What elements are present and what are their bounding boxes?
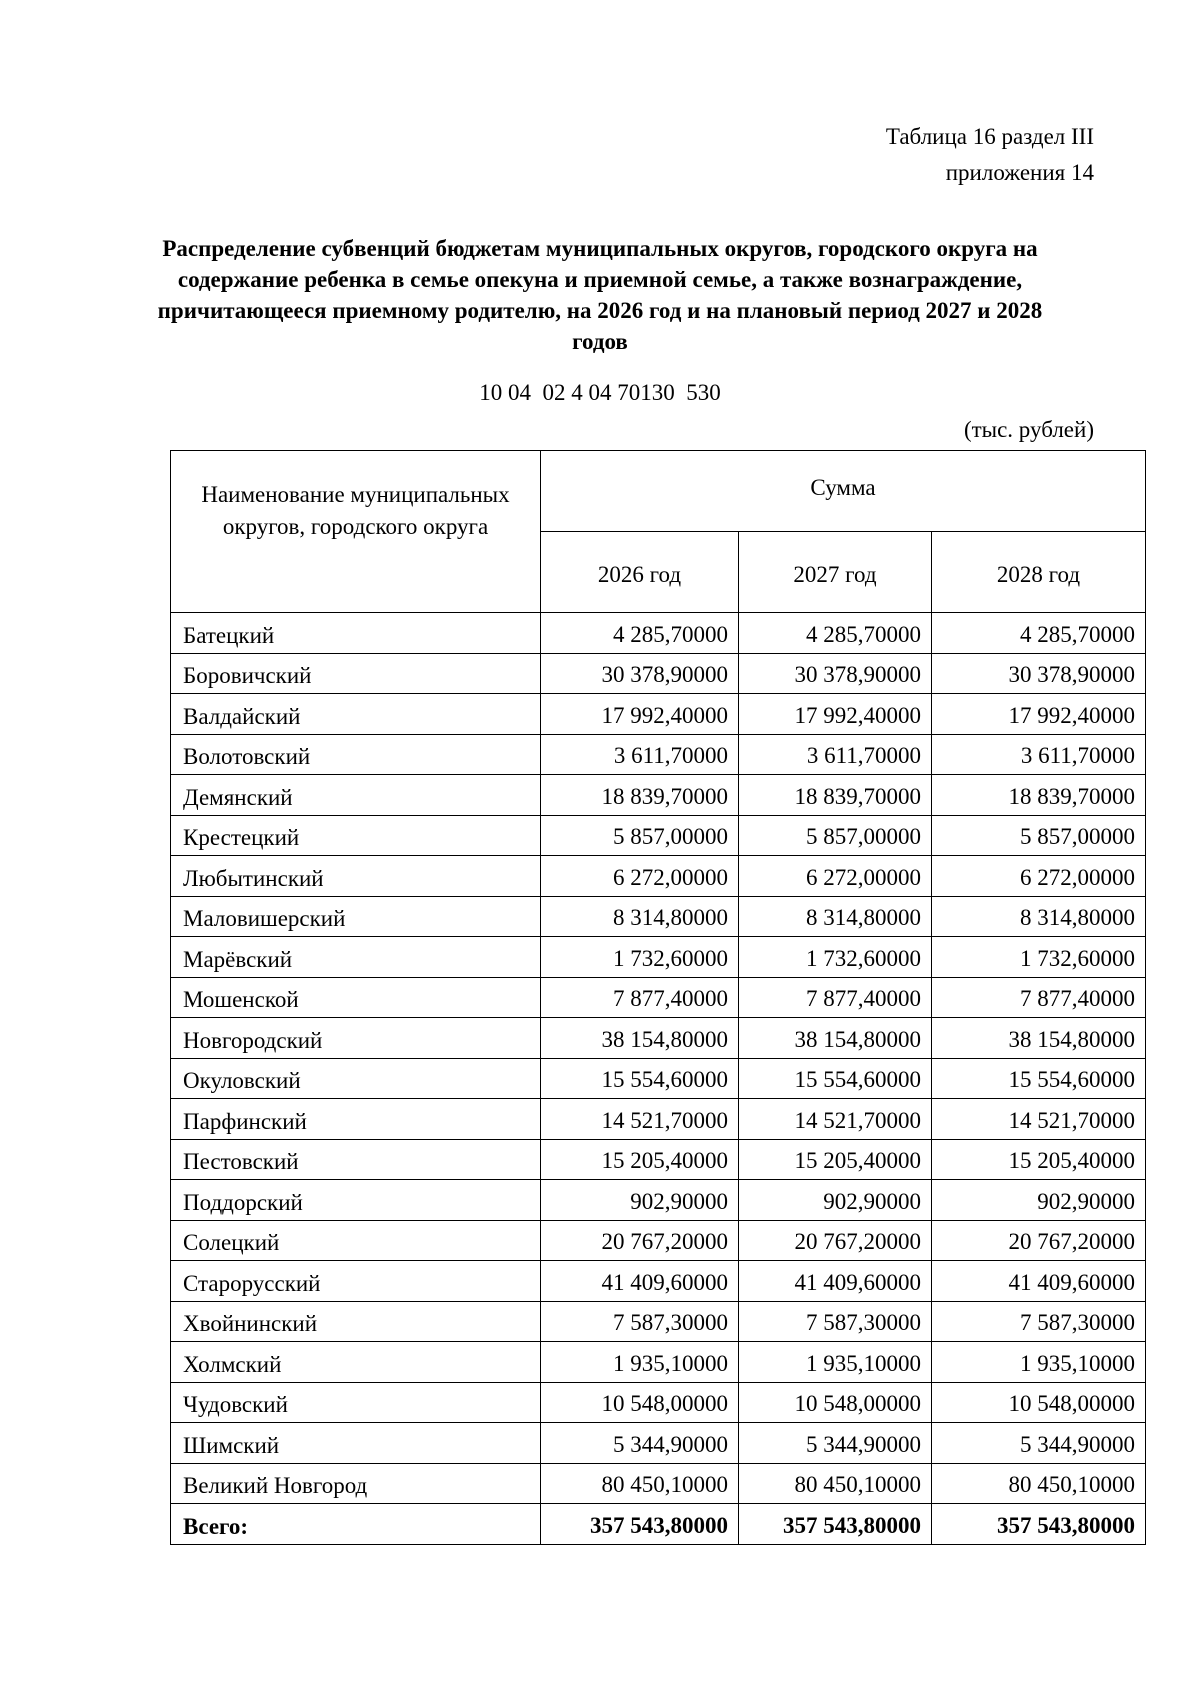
municipality-name: Холмский (171, 1342, 541, 1383)
column-header-name: Наименование муниципальных округов, городского округа (171, 451, 541, 613)
amount-2027: 15 205,40000 (739, 1139, 932, 1180)
amount-2028: 18 839,70000 (932, 775, 1146, 816)
column-header-2026: 2026 год (541, 532, 739, 613)
table-reference: Таблица 16 раздел III (885, 124, 1094, 149)
municipality-name: Чудовский (171, 1382, 541, 1423)
municipality-name: Валдайский (171, 694, 541, 735)
amount-2027: 7 877,40000 (739, 977, 932, 1018)
total-2028: 357 543,80000 (932, 1504, 1146, 1545)
amount-2026: 38 154,80000 (541, 1018, 739, 1059)
amount-2027: 3 611,70000 (739, 734, 932, 775)
amount-2026: 3 611,70000 (541, 734, 739, 775)
table-row (171, 1261, 1146, 1302)
amount-2026: 5 857,00000 (541, 815, 739, 856)
municipality-name: Пестовский (171, 1139, 541, 1180)
amount-2027: 7 587,30000 (739, 1301, 932, 1342)
amount-2026: 902,90000 (541, 1180, 739, 1221)
amount-2027: 4 285,70000 (739, 613, 932, 654)
table-row (171, 896, 1146, 937)
amount-2026: 1 935,10000 (541, 1342, 739, 1383)
amount-2026: 5 344,90000 (541, 1423, 739, 1464)
amount-2027: 38 154,80000 (739, 1018, 932, 1059)
amount-2028: 5 857,00000 (932, 815, 1146, 856)
amount-2026: 18 839,70000 (541, 775, 739, 816)
table-row (171, 815, 1146, 856)
amount-2028: 20 767,20000 (932, 1220, 1146, 1261)
table-row (171, 1099, 1146, 1140)
municipality-name: Демянский (171, 775, 541, 816)
table-row (171, 1463, 1146, 1504)
budget-classification-code: 10 04 02 4 04 70130 530 (479, 380, 721, 405)
table-row (171, 1301, 1146, 1342)
amount-2028: 7 587,30000 (932, 1301, 1146, 1342)
amount-2026: 14 521,70000 (541, 1099, 739, 1140)
municipality-name: Окуловский (171, 1058, 541, 1099)
amount-2028: 6 272,00000 (932, 856, 1146, 897)
municipality-name: Великий Новгород (171, 1463, 541, 1504)
table-body (171, 613, 1146, 1545)
municipality-name: Шимский (171, 1423, 541, 1464)
amount-2026: 8 314,80000 (541, 896, 739, 937)
municipality-name: Мошенской (171, 977, 541, 1018)
municipality-name: Поддорский (171, 1180, 541, 1221)
amount-2027: 10 548,00000 (739, 1382, 932, 1423)
municipality-name: Маловишерский (171, 896, 541, 937)
table-row (171, 694, 1146, 735)
table-row (171, 734, 1146, 775)
table-row (171, 775, 1146, 816)
municipality-name: Солецкий (171, 1220, 541, 1261)
amount-2026: 7 877,40000 (541, 977, 739, 1018)
amount-2028: 41 409,60000 (932, 1261, 1146, 1302)
amount-2027: 5 344,90000 (739, 1423, 932, 1464)
column-header-2027: 2027 год (739, 532, 932, 613)
municipality-name: Крестецкий (171, 815, 541, 856)
municipality-name: Любытинский (171, 856, 541, 897)
municipality-name: Новгородский (171, 1018, 541, 1059)
amount-2027: 1 935,10000 (739, 1342, 932, 1383)
municipality-name: Парфинский (171, 1099, 541, 1140)
table-row (171, 1382, 1146, 1423)
amount-2027: 6 272,00000 (739, 856, 932, 897)
amount-2028: 17 992,40000 (932, 694, 1146, 735)
municipality-name: Старорусский (171, 1261, 541, 1302)
amount-2028: 5 344,90000 (932, 1423, 1146, 1464)
municipality-name: Батецкий (171, 613, 541, 654)
amount-2028: 4 285,70000 (932, 613, 1146, 654)
amount-2028: 7 877,40000 (932, 977, 1146, 1018)
amount-2028: 15 205,40000 (932, 1139, 1146, 1180)
table-row (171, 977, 1146, 1018)
amount-2027: 8 314,80000 (739, 896, 932, 937)
table-row (171, 856, 1146, 897)
municipality-name: Боровичский (171, 653, 541, 694)
amount-2028: 8 314,80000 (932, 896, 1146, 937)
amount-2026: 6 272,00000 (541, 856, 739, 897)
table-row (171, 1342, 1146, 1383)
amount-2026: 15 205,40000 (541, 1139, 739, 1180)
document-title: Распределение субвенций бюджетам муниципальных округов, городского округа на содержание ребенка в семье опекуна и приемной семье, а также вознаграждение, причитающееся приемному родителю, на 2026 год и на плановый период 2027 и 2028 годов (157, 236, 1043, 354)
total-label: Всего: (171, 1504, 541, 1545)
amount-2027: 18 839,70000 (739, 775, 932, 816)
table-row (171, 1220, 1146, 1261)
amount-2028: 38 154,80000 (932, 1018, 1146, 1059)
column-header-2028: 2028 год (932, 532, 1146, 613)
table-row (171, 1180, 1146, 1221)
table-row (171, 653, 1146, 694)
subvention-table (170, 450, 1146, 1545)
amount-2027: 5 857,00000 (739, 815, 932, 856)
amount-2026: 20 767,20000 (541, 1220, 739, 1261)
table-row (171, 1423, 1146, 1464)
amount-2027: 41 409,60000 (739, 1261, 932, 1302)
table-row (171, 1139, 1146, 1180)
amount-2027: 15 554,60000 (739, 1058, 932, 1099)
total-2027: 357 543,80000 (739, 1504, 932, 1545)
table-row (171, 1058, 1146, 1099)
municipality-name: Волотовский (171, 734, 541, 775)
amount-2028: 902,90000 (932, 1180, 1146, 1221)
amount-2027: 1 732,60000 (739, 937, 932, 978)
amount-2028: 30 378,90000 (932, 653, 1146, 694)
column-header-sum: Сумма (541, 451, 1146, 532)
amount-2027: 20 767,20000 (739, 1220, 932, 1261)
amount-2028: 1 935,10000 (932, 1342, 1146, 1383)
total-2026: 357 543,80000 (541, 1504, 739, 1545)
amount-2026: 80 450,10000 (541, 1463, 739, 1504)
amount-2026: 15 554,60000 (541, 1058, 739, 1099)
amount-2027: 30 378,90000 (739, 653, 932, 694)
table-header-row (171, 451, 1146, 532)
amount-2028: 15 554,60000 (932, 1058, 1146, 1099)
municipality-name: Хвойнинский (171, 1301, 541, 1342)
amount-2026: 41 409,60000 (541, 1261, 739, 1302)
amount-2027: 80 450,10000 (739, 1463, 932, 1504)
municipality-name: Марёвский (171, 937, 541, 978)
table-row (171, 937, 1146, 978)
amount-2028: 1 732,60000 (932, 937, 1146, 978)
amount-2026: 17 992,40000 (541, 694, 739, 735)
table-row (171, 1018, 1146, 1059)
amount-2026: 30 378,90000 (541, 653, 739, 694)
amount-2028: 3 611,70000 (932, 734, 1146, 775)
units-label: (тыс. рублей) (963, 417, 1094, 442)
amount-2026: 4 285,70000 (541, 613, 739, 654)
amount-2028: 80 450,10000 (932, 1463, 1146, 1504)
amount-2027: 902,90000 (739, 1180, 932, 1221)
amount-2026: 1 732,60000 (541, 937, 739, 978)
appendix-reference: приложения 14 (945, 160, 1094, 185)
table-total-row (171, 1504, 1146, 1545)
amount-2027: 14 521,70000 (739, 1099, 932, 1140)
amount-2028: 10 548,00000 (932, 1382, 1146, 1423)
amount-2026: 10 548,00000 (541, 1382, 739, 1423)
table-row (171, 613, 1146, 654)
amount-2028: 14 521,70000 (932, 1099, 1146, 1140)
amount-2026: 7 587,30000 (541, 1301, 739, 1342)
amount-2027: 17 992,40000 (739, 694, 932, 735)
